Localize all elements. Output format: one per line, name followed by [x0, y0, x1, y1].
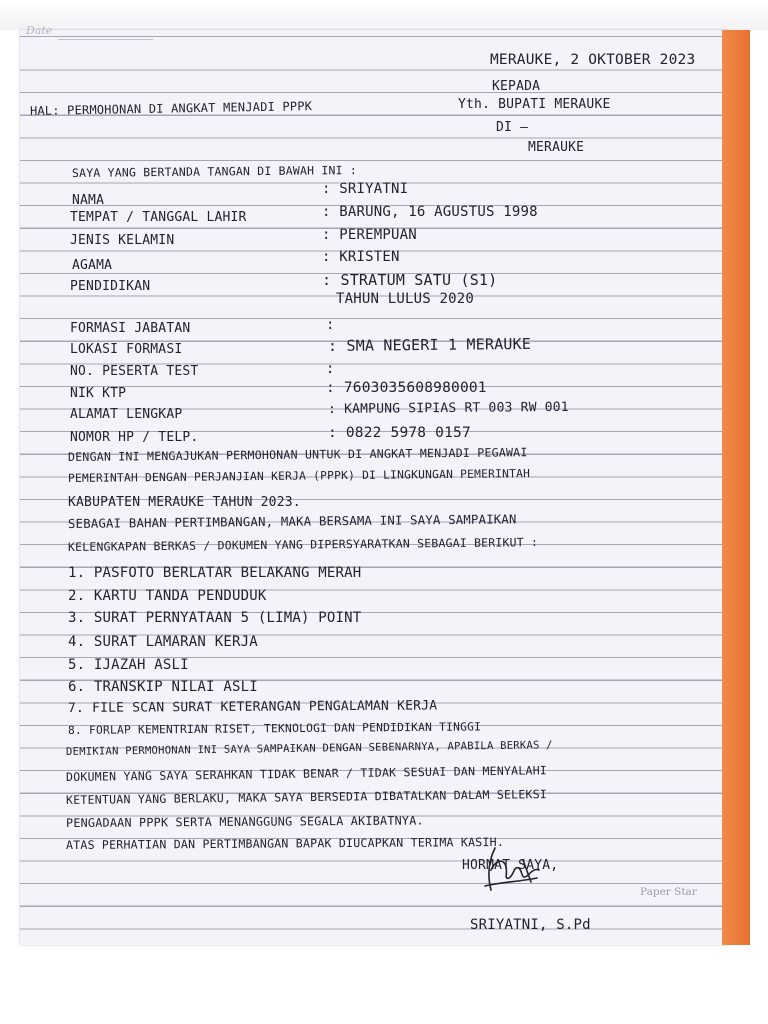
recipient: Yth. BUPATI MERAUKE	[458, 97, 611, 112]
subject-line: HAL: PERMOHONAN DI ANGKAT MENJADI PPPK	[29, 99, 313, 118]
field-value: : PEREMPUAN	[322, 227, 417, 243]
field-value: : STRATUM SATU (S1)	[322, 271, 498, 289]
paragraph1-line: KABUPATEN MERAUKE TAHUN 2023.	[68, 495, 301, 510]
signer-name: SRIYATNI, S.Pd	[470, 917, 591, 933]
paragraph3-line: PENGADAAN PPPK SERTA MENANGGUNG SEGALA AKIBATNYA.	[65, 813, 424, 830]
paragraph1-line: PEMERINTAH DENGAN PERJANJIAN KERJA (PPPK) DI LINGKUNGAN PEMERINTAH	[67, 467, 531, 485]
kepada-label: KEPADA	[492, 79, 541, 94]
paragraph2-line: SEBAGAI BAHAN PERTIMBANGAN, MAKA BERSAMA INI SAYA SAMPAIKAN	[67, 512, 517, 531]
paper-date-label: Date	[26, 24, 53, 37]
field-value: : BARUNG, 16 AGUSTUS 1998	[322, 204, 538, 220]
list-item: 5. IJAZAH ASLI	[68, 657, 189, 673]
field-label: PENDIDIKAN	[70, 279, 151, 294]
field-value: : 7603035608980001	[326, 380, 487, 396]
di-label: DI –	[496, 120, 529, 135]
paragraph1-line: DENGAN INI MENGAJUKAN PERMOHONAN UNTUK DI ANGKAT MENJADI PEGAWAI	[67, 445, 528, 464]
list-item: 1. PASFOTO BERLATAR BELAKANG MERAH	[68, 565, 362, 581]
field-value: TAHUN LULUS 2020	[336, 291, 475, 307]
paper-date-line	[58, 39, 153, 40]
field-value: : 0822 5978 0157	[328, 425, 471, 441]
list-item: 7. FILE SCAN SURAT KETERANGAN PENGALAMAN KERJA	[67, 698, 438, 716]
field-label: NAMA	[72, 193, 105, 208]
paper-brand-watermark: Paper Star	[640, 886, 697, 898]
field-value: : SMA NEGERI 1 MERAUKE	[327, 334, 532, 355]
list-item: 8. FORLAP KEMENTRIAN RISET, TEKNOLOGI DAN PENDIDIKAN TINGGI	[67, 720, 482, 737]
field-label: LOKASI FORMASI	[70, 342, 183, 357]
field-value: : KRISTEN	[322, 249, 400, 265]
field-label: NOMOR HP / TELP.	[70, 430, 199, 445]
field-label: ALAMAT LENGKAP	[70, 407, 183, 422]
handwritten-signature	[465, 840, 545, 895]
field-label: FORMASI JABATAN	[70, 321, 191, 336]
field-label: AGAMA	[72, 258, 113, 273]
paragraph3-line: KETENTUAN YANG BERLAKU, MAKA SAYA BERSEDIA DIBATALKAN DALAM SELEKSI	[65, 787, 548, 807]
recipient-city: MERAUKE	[528, 140, 585, 155]
signoff: HORMAT SAYA,	[462, 858, 559, 873]
list-item: 3. SURAT PERNYATAAN 5 (LIMA) POINT	[68, 610, 362, 626]
place-date: MERAUKE, 2 OKTOBER 2023	[490, 52, 696, 68]
closing-line: ATAS PERHATIAN DAN PERTIMBANGAN BAPAK DIUCAPKAN TERIMA KASIH.	[65, 834, 505, 852]
field-label: NIK KTP	[70, 386, 127, 401]
photo-background	[0, 0, 768, 30]
paragraph2-line: KELENGKAPAN BERKAS / DOKUMEN YANG DIPERSYARATKAN SEBAGAI BERIKUT :	[67, 535, 539, 554]
field-value: :	[326, 317, 335, 333]
paragraph3-line: DOKUMEN YANG SAYA SERAHKAN TIDAK BENAR / TIDAK SESUAI DAN MENYALAHI	[65, 763, 548, 784]
list-item: 2. KARTU TANDA PENDUDUK	[68, 588, 267, 604]
field-value: : SRIYATNI	[322, 181, 409, 197]
list-item: 4. SURAT LAMARAN KERJA	[68, 634, 258, 650]
field-label: NO. PESERTA TEST	[70, 364, 199, 379]
list-item: 6. TRANSKIP NILAI ASLI	[68, 679, 258, 695]
field-label: TEMPAT / TANGGAL LAHIR	[70, 210, 247, 225]
field-label: JENIS KELAMIN	[70, 233, 175, 248]
intro-line: SAYA YANG BERTANDA TANGAN DI BAWAH INI :	[71, 163, 358, 180]
orange-backing-edge	[722, 30, 750, 945]
paragraph3-line: DEMIKIAN PERMOHONAN INI SAYA SAMPAIKAN DENGAN SEBENARNYA, APABILA BERKAS /	[65, 739, 553, 758]
field-value: : KAMPUNG SIPIAS RT 003 RW 001	[327, 399, 569, 417]
field-value: :	[326, 361, 335, 377]
